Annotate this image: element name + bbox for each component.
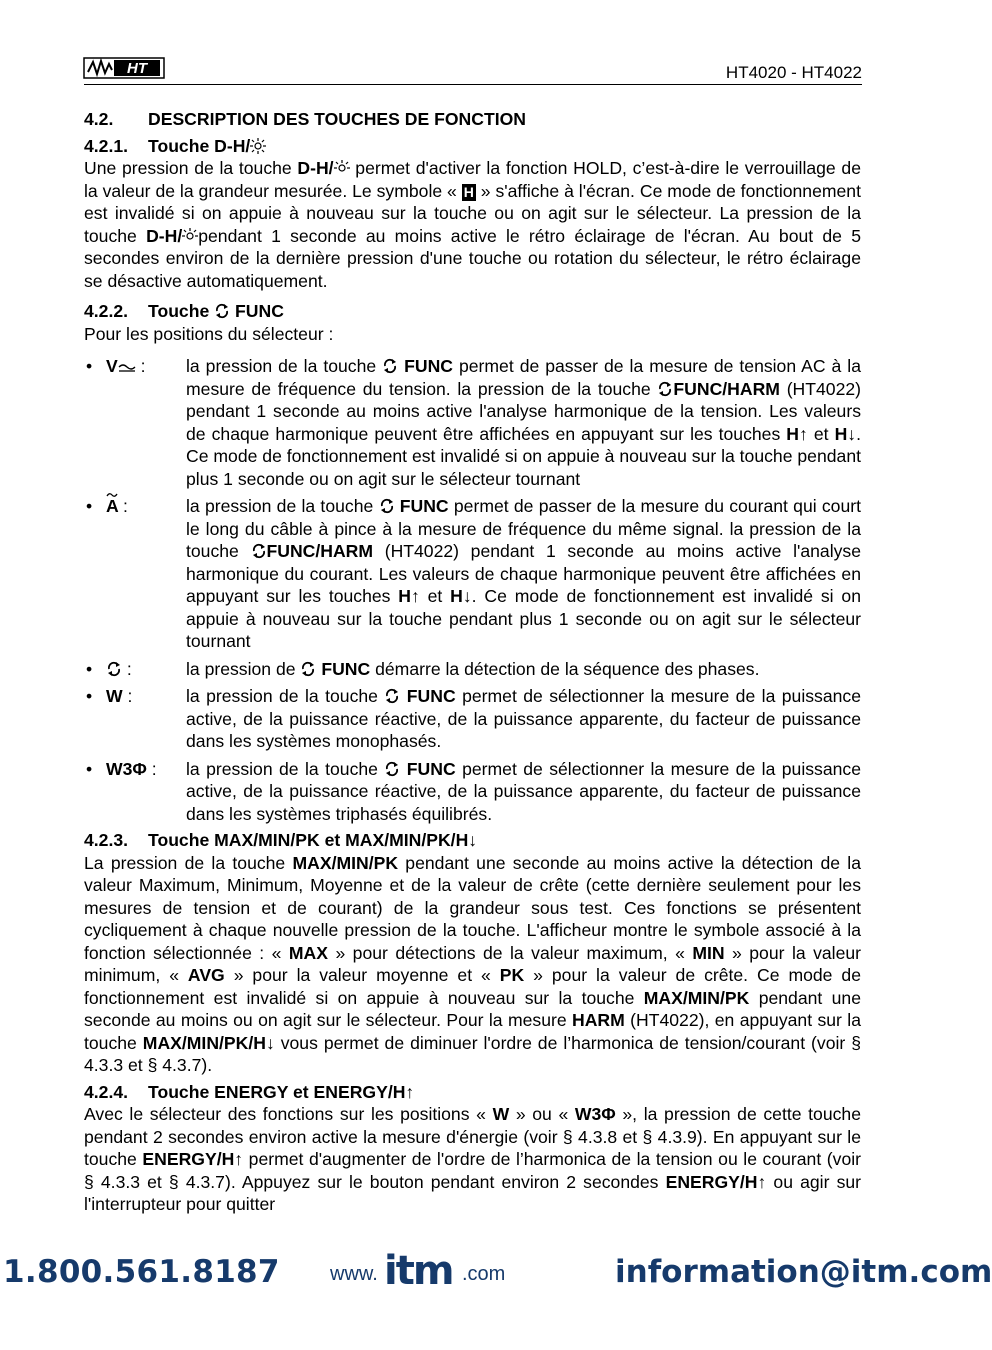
func-cycle-icon (106, 661, 122, 677)
lamp-icon (250, 138, 266, 154)
www-prefix: www. (330, 1263, 378, 1285)
paragraph-maxmin: La pression de la touche MAX/MIN/PK pendant une seconde au moins active la détection de la valeur Maximum, Minimum, Moyenne et de la valeur de crête (cette dernière seulement pour les mesures de tension et de courant) de la grandeur sous test. Ces fonctions se présentent cycliquement à chaque nouvelle pression de la touche. L'afficheur montre le symbole associé à la fonction sélectionnée : « MAX » pour détections de la valeur maximum, « MIN » pour la valeur minimum, « AVG » pour la valeur moyenne et « PK » pour la valeur de crête. Ce mode de fonctionnement est invalidé si on appuie à nouveau sur la touche MAX/MIN/PK pendant une seconde au moins ou on agit sur le sélecteur. Pour la mesure HARM (HT4022), en appuyant sur la touche MAX/MIN/PK/H↓ vous permet de diminuer l'ordre de l’harmonica de tension/courant (voir § 4.3.3 et § 4.3.7). (84, 852, 862, 1075)
ac-tilde-icon (107, 492, 117, 498)
section-heading-4-2: 4.2. DESCRIPTION DES TOUCHES DE FONCTION (84, 109, 526, 129)
list-item-w3phi: • W3Φ : la pression de la touche FUNC permet de sélectionner la mesure de la puissance active, de la puissance réactive, de la puissance apparente, du facteur de puissance dans les systèmes triphasés équilibrés. (86, 758, 861, 824)
hold-symbol: H (463, 183, 474, 200)
section-heading-4-2-1: 4.2.1. Touche D-H/ (84, 135, 861, 158)
func-cycle-icon (657, 381, 673, 397)
dotcom-suffix: .com (462, 1263, 506, 1285)
selector-intro: Pour les positions du sélecteur : (84, 323, 334, 344)
paragraph-dh: Une pression de la touche D-H/ permet d'activer la fonction HOLD, c’est-à-dire le verrouillage de la valeur de la grandeur mesurée. Le symbole « H » s'affiche à l'écran. Ce mode de fonctionnement est invalidé si on appuie à nouveau sur la touche ou on agit sur le sélecteur. La pression de la touche D-H/ pendant 1 seconde au moins active le rétro éclairage de l'écran. Au bout de 5 secondes environ de la dernière pression d'une touche ou rotation du sélecteur, le rétro éclairage se désactive automatiquement. (84, 158, 861, 291)
phone-number[interactable]: 1.800.561.8187 (3, 1254, 280, 1290)
header-rule (84, 84, 862, 85)
document-body (84, 104, 861, 1216)
itm-logo[interactable]: itm (384, 1248, 453, 1294)
paragraph-energy: Avec le sélecteur des fonctions sur les positions « W » ou « W3Φ », la pression de cette touche pendant 2 secondes environ active la mesure d'énergie (voir § 4.3.8 et § 4.3.9). En appuyant sur le touche ENERGY/H↑ permet d'augmenter de l'ordre de l’harmonica de la tension ou le courant (voir § 4.3.3 et § 4.3.7). Appuyez sur le bouton pendant environ 2 secondes ENERGY/H↑ ou agir sur l'interrupteur pour quitter (84, 1104, 862, 1214)
model-name: HT4020 - HT4022 (725, 63, 862, 82)
footer-banner (0, 1240, 992, 1310)
func-cycle-icon (300, 661, 316, 677)
ac-wave-icon (118, 362, 136, 374)
func-cycle-icon (384, 688, 400, 704)
func-cycle-icon (251, 543, 267, 559)
func-cycle-icon (214, 303, 230, 319)
email-link[interactable]: information@itm.com (615, 1254, 992, 1290)
ht-logo (84, 54, 164, 80)
logo-text: HT (127, 60, 147, 77)
section-heading-4-2-4: 4.2.4. Touche ENERGY et ENERGY/H↑ (84, 1081, 415, 1102)
section-heading-4-2-3: 4.2.3. Touche MAX/MIN/PK et MAX/MIN/PK/H↓ (84, 830, 478, 850)
func-cycle-icon (379, 498, 395, 514)
list-item-a: • A : la pression de la touche FUNC permet de passer de la mesure du courant qui court le long du câble à pince à la mesure de fréquence du même signal. la pression de la touche FUNC/HARM (HT4022) pendant 1 seconde au moins active l'analyse harmonique du courant. Les valeurs de chaque harmonique peuvent être affichées en appuyant sur les touches H↑ et H↓. Ce mode de fonctionnement est invalidé si on appuie à nouveau sur la touche pendant plus 1 seconde ou on agit sur le sélecteur tournant (84, 495, 861, 653)
section-heading-4-2-2: 4.2.2. Touche FUNC (84, 301, 284, 321)
lamp-icon (182, 228, 198, 244)
lamp-icon (334, 160, 350, 176)
func-cycle-icon (384, 761, 400, 777)
func-cycle-icon (382, 358, 398, 374)
list-item-v: • V : la pression de la touche FUNC permet de passer de la mesure de tension AC à la mesure de fréquence du tension. la pression de la touche FUNC/HARM (HT4022) pendant 1 seconde au moins active l'analyse harmonique de la tension. Les valeurs de chaque harmonique peuvent être affichées en appuyant sur les touches H↑ et H↓. Ce mode de fonctionnement est invalidé si on appuie à nouveau sur la touche pendant plus 1 seconde ou on agit sur le sélecteur tournant (86, 356, 862, 489)
list-item-w: • W : la pression de la touche FUNC permet de sélectionner la mesure de la puissance active, de la puissance réactive, de la puissance apparente, du facteur de puissance dans les systèmes monophasés. (86, 686, 861, 751)
list-item-phase: • : la pression de FUNC démarre la détection de la séquence des phases. (86, 658, 760, 679)
